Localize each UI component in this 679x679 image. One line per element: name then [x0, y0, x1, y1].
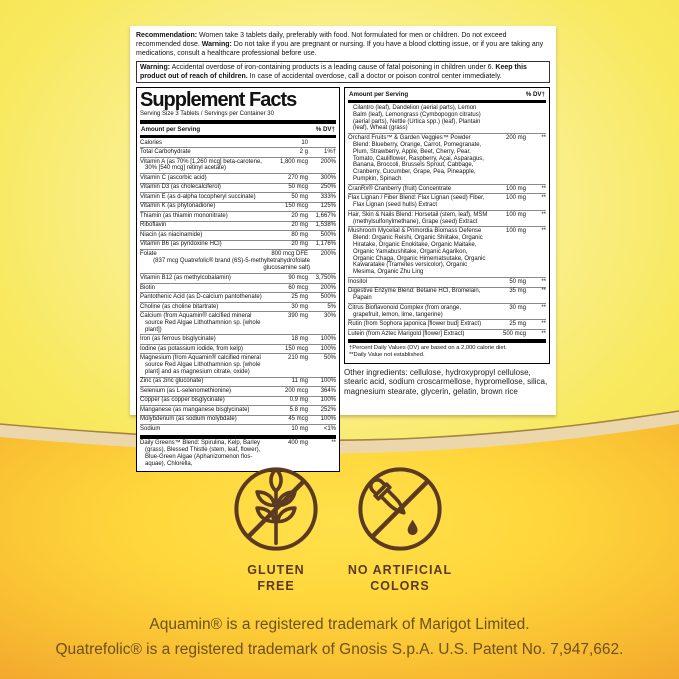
nutrient-row: [348, 211, 546, 226]
nutrient-name: Niacin (as niacinamide): [140, 231, 203, 238]
nutrient-row: [348, 185, 546, 193]
nutrient-dv: **: [541, 211, 546, 218]
nutrient-row: [348, 320, 546, 328]
warning-box-text: Accidental overdose of iron-containing products is a leading cause of fatal poisoning in children under 6.: [170, 64, 496, 72]
nutrient-name: Zinc (as zinc gluconate): [140, 378, 204, 385]
nutrient-amount: 80 mg: [291, 231, 308, 238]
nutrient-amount: 800 mcg DFE: [271, 250, 308, 257]
nutrient-amount: 30 mg: [291, 303, 308, 310]
nutrient-amount: 10 mg: [291, 425, 308, 432]
nutrient-name: Vitamin B6 (as pyridoxine HCl): [140, 241, 222, 248]
nutrient-name: Vitamin A (as 70% [1,260 mcg] beta-carotene, 30% [540 mcg] retinyl acetate): [140, 158, 262, 172]
nutrient-amount: 50 mg: [291, 193, 308, 200]
amount-per-serving-header: Amount per Serving: [349, 91, 409, 99]
nutrient-amount: 20 mg: [291, 241, 308, 248]
nutrient-dv: 200%: [320, 284, 336, 291]
nutrient-dv: 100%: [320, 397, 336, 404]
nutrient-row: [140, 148, 336, 156]
warning-box-text-2: In case of accidental overdose, call a doctor or poison control center immediately.: [247, 73, 502, 81]
nutrient-row: [140, 335, 336, 343]
other-ingredients-text: Other ingredients: cellulose, hydroxypropyl cellulose, stearic acid, sodium croscarmellose, hypromellose, silica, magnesium stearate, glycerin, gelatin, brown rice: [344, 367, 548, 397]
nutrient-name: Magnesium (from Aquamin® calcified mineral source Red Algae Lithothamnion sp. [whole plant] and as magnesium citrate, oxide): [140, 355, 261, 375]
nutrient-row: [140, 184, 336, 192]
nutrient-dv: 50%: [323, 355, 336, 362]
no-artificial-colors-icon: [355, 464, 445, 554]
nutrient-row: [348, 194, 546, 209]
nutrient-amount: 60 mcg: [288, 284, 308, 291]
gluten-free-badge: [211, 464, 341, 594]
nutrient-row: [140, 222, 336, 230]
nutrient-row: [140, 241, 336, 249]
nutrient-row: [140, 397, 336, 405]
nutrient-dv: 250%: [320, 184, 336, 191]
nutrient-row: [140, 284, 336, 292]
nutrient-dv: **: [541, 195, 546, 202]
nutrient-amount: 150 mcg: [284, 203, 308, 210]
nutrient-dv: **: [331, 440, 336, 447]
supplement-facts-left-panel: [136, 87, 340, 471]
nutrient-row: [348, 278, 546, 286]
nutrient-amount: 45 mcg: [288, 416, 308, 423]
nutrient-amount: 390 mg: [287, 312, 308, 319]
nutrient-amount: 200 mcg: [284, 387, 308, 394]
nutrient-dv: **: [541, 227, 546, 234]
nutrient-name: Manganese (as manganese bisglycinate): [140, 406, 250, 413]
nutrient-name: Iodine (as potassium iodide, from kelp): [140, 345, 244, 352]
nutrient-dv: **: [541, 288, 546, 295]
nutrient-amount: 18 mg: [291, 336, 308, 343]
nutrient-dv: 5%: [327, 303, 336, 310]
nutrient-name: Total Carbohydrate: [140, 149, 191, 156]
nutrient-name: Folate: [140, 250, 157, 257]
nutrient-row: [140, 354, 336, 376]
nutrient-amount: 5.8 mg: [289, 406, 308, 413]
nutrient-dv: **: [541, 304, 546, 311]
nutrient-dv: 100%: [320, 378, 336, 385]
nutrient-name: Selenium (as L-selenomethionine): [140, 387, 232, 394]
warning-box-keep-out: Keep this product out of reach of children.: [140, 64, 527, 81]
nutrient-name: Copper (as copper bisglycinate): [140, 397, 225, 404]
nutrient-name: CranRx® Cranberry (fruit) Concentrate: [348, 185, 452, 192]
no-artificial-colors-badge: [334, 464, 466, 594]
nutrient-row: [140, 303, 336, 311]
supplement-facts-title: Supplement Facts: [140, 89, 297, 112]
nutrient-row: [140, 293, 336, 301]
nutrient-name: Vitamin B12 (as methylcobalamin): [140, 275, 231, 282]
nutrient-amount: 200 mg: [505, 134, 526, 141]
nutrient-name: Pantothenic Acid (as D-calcium pantothenate): [140, 294, 262, 301]
nutrient-dv: 252%: [320, 406, 336, 413]
nutrient-dv: 100%: [320, 416, 336, 423]
nutrient-row: [140, 387, 336, 395]
nutrient-dv: 200%: [320, 250, 336, 257]
nutrient-row: [140, 312, 336, 334]
nutrient-row: [140, 139, 336, 147]
recommendation-body: Women take 3 tablets daily, preferably with food. Not formulated for men or children. Do not exceed recommended dose.: [136, 32, 507, 49]
nutrient-amount: 150 mcg: [284, 345, 308, 352]
nutrient-dv: <1%: [323, 425, 336, 432]
dropper-glyph: [367, 476, 410, 519]
nutrient-name: Calories: [140, 139, 163, 146]
divider-thick: [140, 120, 336, 124]
nutrient-row: [140, 345, 336, 353]
nutrient-dv: 1,176%: [315, 241, 336, 248]
nutrient-dv: 200%: [320, 158, 336, 165]
nutrient-row: [140, 274, 336, 282]
recommendation-text: [136, 31, 550, 58]
nutrient-subnote: (837 mcg Quatrefolic® brand (6S)-5-methyltetrahydrofolate glucosamine salt): [153, 258, 310, 272]
nutrient-dv: 500%: [320, 231, 336, 238]
nutrient-row: [348, 304, 546, 319]
nutrient-name: Cilantro (leaf), Dandelion (aerial parts), Lemon Balm (leaf), Lemongrass (Cymbopogon citratus) (aerial parts), Nettle (Urtica spp.) (leaf), Plantain (leaf), Wheat (grass): [353, 104, 481, 132]
footnote-not-established: **Daily Value not established.: [349, 352, 425, 359]
dv-header: % DV†: [315, 126, 335, 134]
gluten-free-icon: [231, 464, 321, 554]
divider-medium: [348, 100, 546, 103]
nutrient-rows-right: [348, 104, 546, 338]
nutrient-amount: 25 mg: [509, 321, 526, 328]
nutrient-amount: 500 mcg: [502, 330, 526, 337]
nutrient-amount: 90 mcg: [288, 275, 308, 282]
nutrient-amount: 0.9 mg: [289, 397, 308, 404]
nutrient-dv: 333%: [320, 193, 336, 200]
nutrient-dv: 100%: [320, 336, 336, 343]
nutrient-row: [140, 416, 336, 424]
nutrient-dv: 125%: [320, 203, 336, 210]
dv-header: % DV†: [525, 91, 545, 99]
nutrient-name: Orchard Fruits™ & Garden Veggies™ Powder Blend: Blueberry, Orange, Carrot, Pomegranate, Plum, Strawberry, Apple, Beet, Cherry, Pear, Tomato, Cauliflower, Raspberry, Açai, Asparagus, Banana, Broccoli, Brussels Sprout, Cabbage, Cranberry, Cucumber, Grape, Pea, Pineapple, Pumpkin, Spinach: [348, 134, 484, 183]
column-header: [140, 125, 336, 134]
divider-medium: [140, 135, 336, 138]
nutrient-amount: 270 mg: [287, 174, 308, 181]
serving-size-line: Serving Size 3 Tablets / Servings per Container 30: [140, 111, 274, 118]
nutrient-name: Thiamin (as thiamin mononitrate): [140, 212, 228, 219]
nutrient-dv: **: [541, 321, 546, 328]
nutrient-name: Sodium: [140, 425, 161, 432]
nutrient-amount: 20 mg: [291, 222, 308, 229]
nutrient-amount: 100 mg: [505, 227, 526, 234]
nutrient-name: Calcium (from Aquamin® calcified mineral source Red Algae Lithothamnion sp. [whole plant]): [140, 312, 261, 333]
supplement-facts-right-panel: [344, 87, 550, 363]
aquamin-trademark-line: Aquamin® is a registered trademark of Marigot Limited.: [149, 616, 530, 633]
gluten-free-label: [247, 563, 304, 594]
nutrient-amount: 100 mg: [505, 185, 526, 192]
no-artificial-colors-label-line2: COLORS: [370, 578, 430, 593]
nutrient-name: Riboflavin: [140, 222, 167, 229]
nutrient-name: Choline (as choline bitartrate): [140, 303, 219, 310]
nutrient-row: [140, 212, 336, 220]
nutrient-dv: **: [541, 330, 546, 337]
gluten-free-label-line2: FREE: [257, 578, 295, 593]
nutrient-dv: **: [541, 134, 546, 141]
nutrient-amount: 100 mg: [505, 195, 526, 202]
nutrient-dv: 1,667%: [315, 212, 336, 219]
nutrient-row: [348, 330, 546, 338]
nutrient-dv: 500%: [320, 294, 336, 301]
supplement-facts-columns: [136, 87, 550, 471]
nutrient-amount: 2 g: [299, 149, 308, 156]
drop-glyph: [408, 520, 418, 535]
nutrient-name: Vitamin D3 (as cholecalciferol): [140, 184, 221, 191]
footnote-dv: †Percent Daily Values (DV) are based on a 2,000 calorie diet.: [349, 345, 507, 352]
nutrient-amount: 35 mg: [509, 288, 526, 295]
nutrient-name: Mushroom Mycelial & Primordia Biomass Defense Blend: Organic Reishi, Organic Shiitake, Organic Hiratake, Organic Enokitake, Organic Maitake, Organic Yamabushitake, Organic Agarikon, Organic Chaga, Organic Himematsutake, Organic Kawaratake (Trametes versicolor), Organic Mesima, Organic Zhu Ling: [348, 227, 486, 276]
nutrient-name: Biotin: [140, 284, 156, 291]
divider-thick: [348, 339, 546, 343]
nutrient-amount: 10: [301, 139, 308, 146]
nutrient-dv: **: [541, 278, 546, 285]
nutrient-amount: 20 mg: [291, 212, 308, 219]
warning-inline-label: Warning:: [201, 41, 232, 49]
nutrient-row: [348, 288, 546, 303]
amount-per-serving-header: Amount per Serving: [141, 126, 201, 134]
nutrient-row: [140, 158, 336, 173]
nutrient-name: Flax Lignan / Fiber Blend: Flax Lignan (seed) Fiber, Flax Lignan (seed hulls) Extract: [348, 195, 485, 209]
nutrient-name: Vitamin E (as d-alpha tocopheryl succinate): [140, 193, 256, 200]
nutrient-name: Digestive Enzyme Blend: Betaine HCl, Bromelain, Papain: [348, 288, 481, 302]
nutrient-dv: 1,538%: [315, 222, 336, 229]
nutrient-dv: 364%: [320, 387, 336, 394]
nutrient-row: [140, 425, 336, 433]
nutrient-name: Citrus Bioflavonoid Complex (from orange, grapefruit, lemon, lime, tangerine): [348, 304, 462, 318]
nutrient-row: [140, 406, 336, 414]
quatrefolic-trademark-line: Quatrefolic® is a registered trademark of Gnosis S.p.A. U.S. Patent No. 7,947,662.: [55, 641, 624, 659]
nutrient-dv: 30%: [323, 312, 336, 319]
recommendation-label: Recommendation:: [136, 32, 198, 39]
trademark-notices: [0, 612, 679, 662]
nutrient-name: Hair, Skin & Nails Blend: Horsetail (stem, leaf), MSM (methylsulfonylmethane), Grape (seed) Extract: [348, 211, 488, 225]
no-artificial-colors-label-line1: NO ARTIFICIAL: [347, 563, 453, 577]
nutrient-row: [140, 193, 336, 201]
supplement-facts-right-column: [344, 87, 550, 396]
nutrient-dv: **: [541, 185, 546, 192]
nutrient-name: Iron (as ferrous bisglycinate): [140, 336, 216, 343]
nutrient-amount: 25 mg: [291, 294, 308, 301]
nutrient-amount: 210 mg: [287, 355, 308, 362]
nutrient-dv: 1%†: [323, 149, 336, 156]
nutrient-row: [140, 203, 336, 211]
nutrient-amount: 50 mcg: [288, 184, 308, 191]
nutrient-dv: 3,750%: [315, 275, 336, 282]
footnotes: [348, 344, 546, 360]
nutrient-name: Daily Greens™ Blend: Spirulina, Kelp, Barley (grass), Blessed Thistle (stem, leaf, flower), Blue-Green Algae (Aphanizomenon flos-aquae), Chlorella,: [140, 440, 261, 468]
nutrient-row: [348, 227, 546, 277]
nutrient-amount: 11 mg: [291, 378, 308, 385]
nutrient-name: Molybdenum (as sodium molybdate): [140, 416, 237, 423]
warning-inline-body: Do not take if you are pregnant or nursing. If you have a blood clotting issue, or if you are taking any medications, consult a healthcare professional before use.: [136, 41, 544, 58]
nutrient-name: Lutein (from Aztec Marigold [flower] Extract): [348, 330, 465, 337]
nutrient-name: Inositol: [348, 278, 368, 285]
nutrient-name: Vitamin C (ascorbic acid): [140, 174, 207, 181]
iron-warning-box: [136, 61, 550, 83]
nutrient-row: [140, 174, 336, 182]
nutrient-row: [348, 134, 546, 184]
nutrient-amount: 1,800 mcg: [279, 158, 308, 165]
nutrient-row: [140, 231, 336, 239]
nutrient-row: [140, 378, 336, 386]
warning-box-label: Warning:: [140, 64, 171, 72]
nutrient-amount: 100 mg: [505, 211, 526, 218]
nutrient-dv: 300%: [320, 174, 336, 181]
no-artificial-colors-label: [348, 563, 452, 594]
nutrient-name: Vitamin K (as phytonadione): [140, 203, 216, 210]
nutrient-amount: 30 mg: [509, 304, 526, 311]
nutrient-name: Rutin (from Sophora japonica [flower bud] Extract): [348, 321, 482, 328]
divider-thick: [140, 435, 336, 439]
nutrient-row: [348, 104, 546, 133]
nutrient-amount: 50 mg: [509, 278, 526, 285]
nutrient-rows-left: [140, 139, 336, 469]
nutrient-amount: 400 mg: [287, 440, 308, 447]
gluten-free-label-line1: GLUTEN: [247, 563, 305, 577]
column-header: [348, 90, 546, 99]
label-card: [130, 26, 556, 468]
nutrient-dv: 100%: [320, 345, 336, 352]
